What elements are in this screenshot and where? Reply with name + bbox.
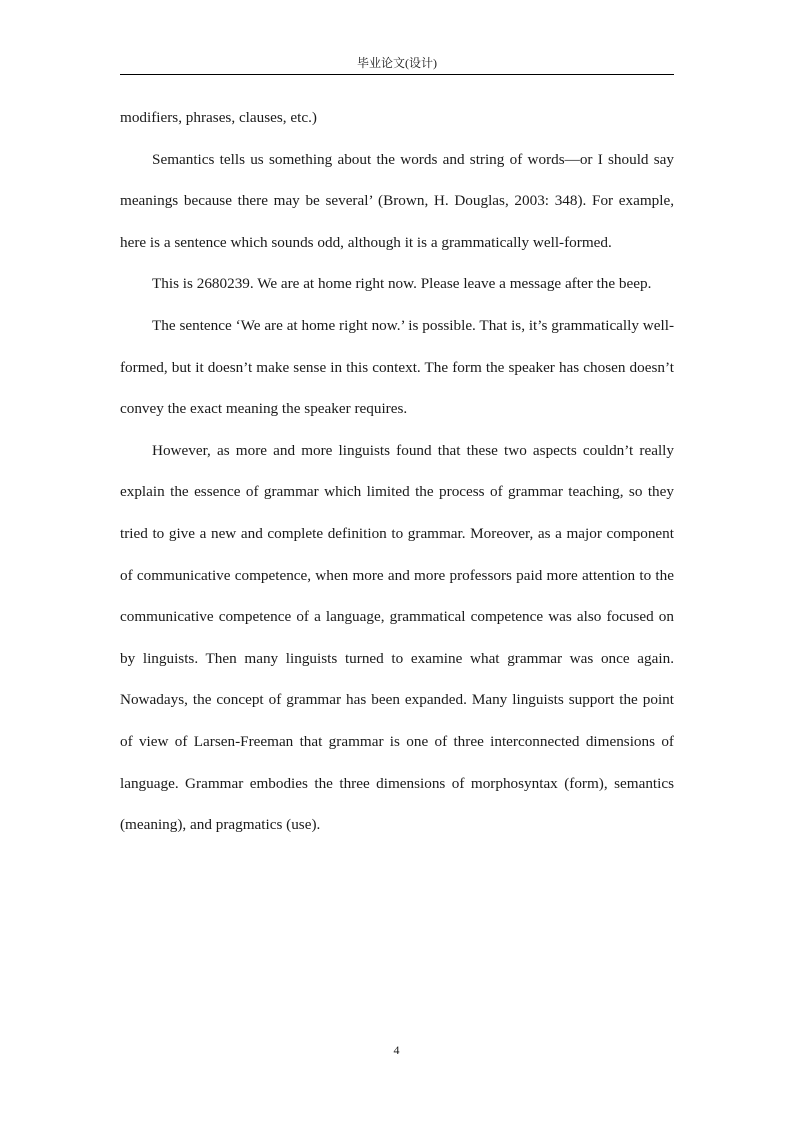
header-title: 毕业论文(设计) — [357, 56, 437, 70]
paragraph-example-sentence: This is 2680239. We are at home right now. Please leave a message after the beep. — [152, 275, 652, 293]
page-number: 4 — [393, 1043, 400, 1057]
paragraph-semantics: Semantics tells us something about the words and string of words—or I should say meanings because there may be several’ (Brown, H. Douglas, 2003: 348). For example, here is a sentence which sounds odd, although it is a grammatically well-formed. — [120, 150, 674, 251]
paragraph-grammar-definition: However, as more and more linguists found that these two aspects couldn’t really explain the essence of grammar which limited the process of grammar teaching, so they tried to give a new and complete definition to grammar. Moreover, as a major component of communicative competence, when more and more professors paid more attention to the communicative competence of a language, grammatical competence was also focused on by linguists. Then many linguists turned to examine what grammar was once again. Nowadays, the concept of grammar has been expanded. Many linguists support the point of view of Larsen-Freeman that grammar is one of three interconnected dimensions of language. Grammar embodies the three dimensions of morphosyntax (form), semantics (meaning), and pragmatics (use). — [120, 441, 674, 834]
paragraph-sentence-analysis: The sentence ‘We are at home right now.’ is possible. That is, it’s grammatically well-formed, but it doesn’t make sense in this context. The form the speaker has chosen doesn’t convey the exact meaning the speaker requires. — [120, 316, 674, 418]
paragraph-continuation: modifiers, phrases, clauses, etc.) — [120, 109, 317, 126]
body-text — [120, 97, 674, 846]
page-header — [120, 56, 674, 75]
